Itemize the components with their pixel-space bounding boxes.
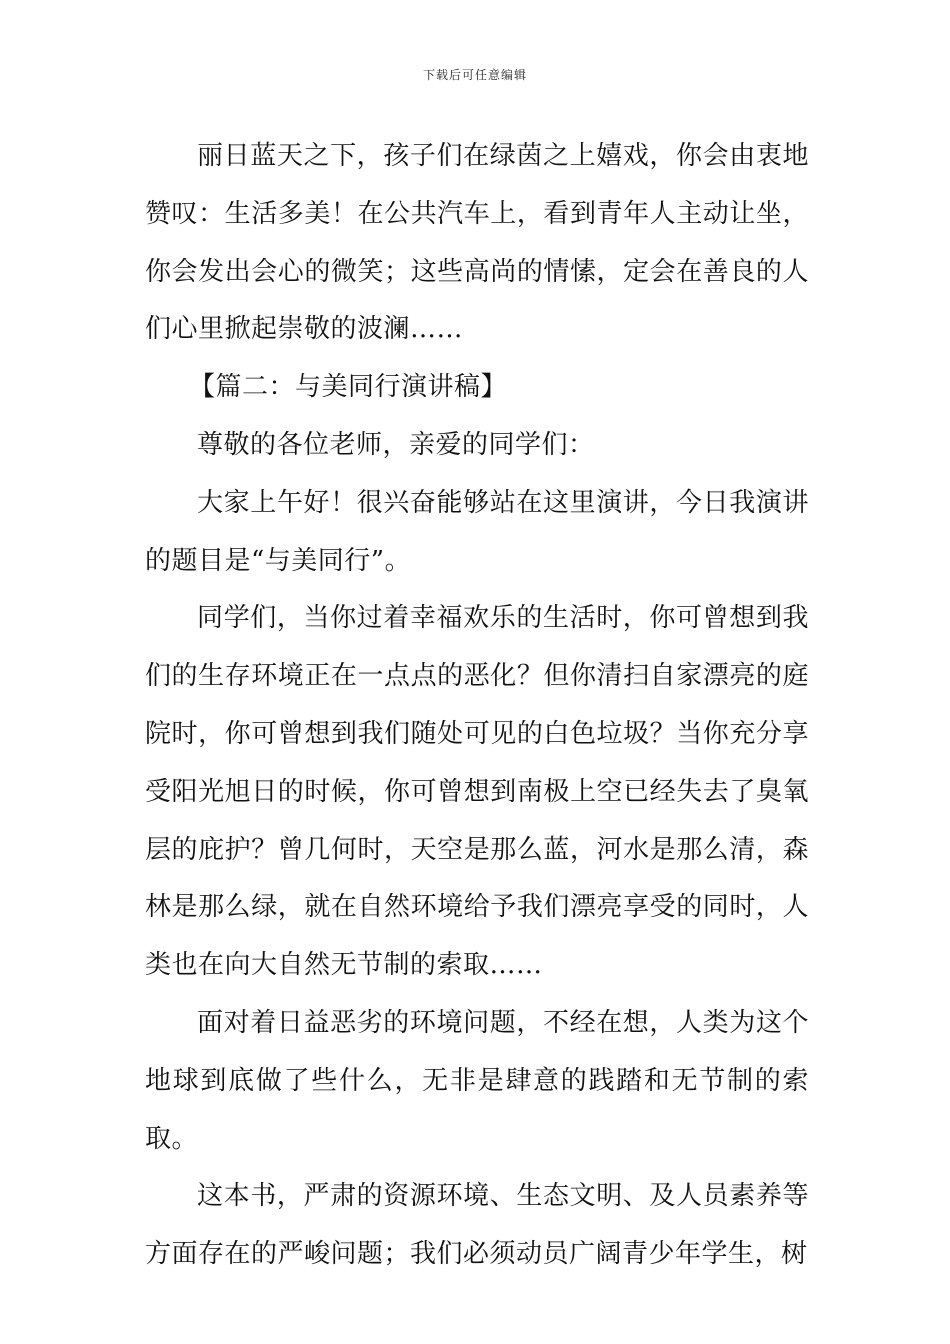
- paragraph-book: 这本书，严肃的资源环境、生态文明、及人员素养等方面存在的严峻问题；我们必须动员广阔青少年学生，树: [145, 1181, 809, 1270]
- document-body: [145, 128, 809, 1284]
- paragraph-problems: 面对着日益恶劣的环境问题，不经在想，人类为这个地球到底做了些什么，无非是肆意的践踏和无节制的索取。: [145, 1007, 809, 1154]
- page-header-note: 下载后可任意编辑: [422, 68, 527, 82]
- paragraph-greeting: 大家上午好！很兴奋能够站在这里演讲，今日我演讲的题目是“与美同行”。: [145, 487, 809, 576]
- paragraph-environment: 同学们，当你过着幸福欢乐的生活时，你可曾想到我们的生存环境正在一点点的恶化？但你清扫自家漂亮的庭院时，你可曾想到我们随处可见的白色垃圾？当你充分享受阳光旭日的时候，你可曾想到南极上空已经失去了臭氧层的庇护？曾几何时，天空是那么蓝，河水是那么清，森林是那么绿，就在自然环境给予我们漂亮享受的同时，人类也在向大自然无节制的索取……: [145, 603, 809, 981]
- paragraph-salutation: 尊敬的各位老师，亲爱的同学们：: [197, 429, 595, 460]
- section-heading: 【篇二：与美同行演讲稿】: [189, 372, 508, 403]
- paragraph-intro: 丽日蓝天之下，孩子们在绿茵之上嬉戏，你会由衷地赞叹：生活多美！在公共汽车上，看到青年人主动让坐，你会发出会心的微笑；这些高尚的情愫，定会在善良的人们心里掀起崇敬的波澜……: [145, 141, 809, 345]
